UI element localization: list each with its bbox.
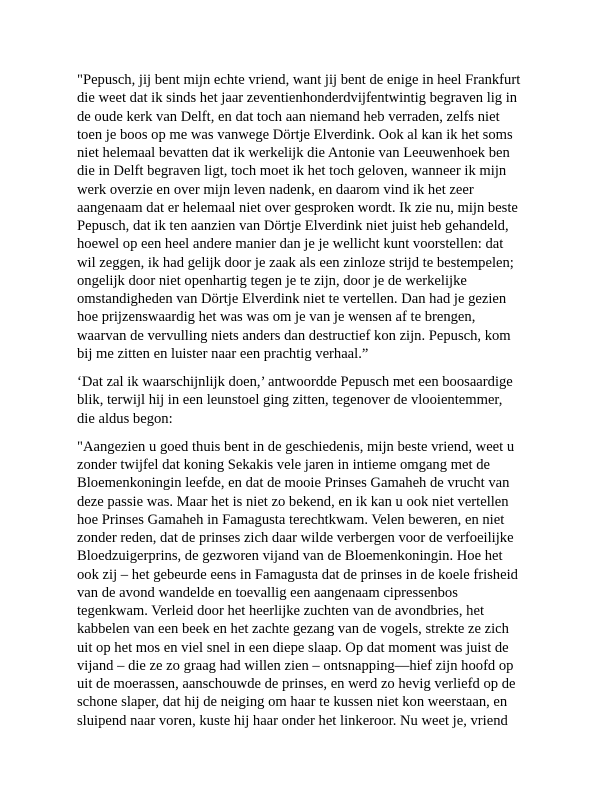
text-line: "Aangezien u goed thuis bent in de geschiedenis, mijn beste vriend, weet u bbox=[77, 438, 515, 455]
text-line: toen je boos op me was vanwege Dörtje Elverdink. Ook al kan ik het soms bbox=[77, 126, 513, 143]
text-line: ‘Dat zal ik waarschijnlijk doen,’ antwoordde Pepusch met een boosaardige bbox=[77, 374, 513, 390]
text-line: hoe Prinses Gamaheh in Famagusta terechtkwam. Velen beweren, en niet bbox=[77, 511, 505, 528]
text-line: schone slaper, dat hij de neiging om haar te kussen niet kon weerstaan, en bbox=[77, 694, 508, 711]
text-line: blik, terwijl hij in een leunstoel ging zitten, tegenover de vlooientemmer, bbox=[77, 392, 503, 409]
text-line: deze passie was. Maar het is niet zo bekend, en ik kan u ook niet vertellen bbox=[77, 493, 509, 510]
text-line: uit op het mos en viel snel in een diepe slaap. Op dat moment was juist de bbox=[77, 639, 509, 656]
text-line: Bloedzuigerprins, de gezworen vijand van de Bloemenkoningin. Hoe het bbox=[77, 548, 503, 565]
paragraph-2 bbox=[77, 373, 537, 428]
text-line: bij me zitten en luister naar een prachtig verhaal.” bbox=[77, 345, 369, 362]
text-line: omstandigheden van Dörtje Elverdink niet te vertellen. Dan had je gezien bbox=[77, 291, 507, 307]
paragraph-3 bbox=[77, 438, 537, 730]
body-text bbox=[77, 71, 537, 730]
text-line: die weet dat ik sinds het jaar zeventienhonderdvijfentwintig begraven lig in bbox=[77, 90, 518, 107]
text-line: tegenkwam. Verleid door het heerlijke zuchten van de avondbries, het bbox=[77, 603, 484, 619]
text-line: van de avond wandelde en toevallig een aangenaam cipressenbos bbox=[77, 584, 458, 601]
text-line: zonder reden, dat de prinses zich daar wilde verbergen voor de verfoeilijke bbox=[77, 530, 514, 546]
text-line: zonder twijfel dat koning Sekakis vele jaren in intieme omgang met de bbox=[77, 457, 490, 473]
text-line: de oude kerk van Delft, en dat toch aan niemand heb verraden, zelfs niet bbox=[77, 108, 500, 125]
paragraph-1 bbox=[77, 71, 537, 363]
text-line: kabbelen van een beek en het zachte gezang van de vogels, strekte ze zich bbox=[77, 621, 509, 638]
text-line: Pepusch, dat ik ten aanzien van Dörtje Elverdink niet juist heb gehandeld, bbox=[77, 218, 509, 234]
text-line: ook zij – het gebeurde eens in Famagusta dat de prinses in de koele frisheid bbox=[77, 566, 518, 583]
text-line: Bloemenkoningin leefde, en dat de mooie Prinses Gamaheh de vrucht van bbox=[77, 475, 510, 492]
text-line: waarvan de vervulling niets anders dan destructief kon zijn. Pepusch, kom bbox=[77, 327, 511, 344]
text-line: uit de moerassen, aanschouwde de prinses, en werd zo hevig verliefd op de bbox=[77, 676, 516, 692]
text-line: wil zeggen, ik had gelijk door je zaak als een zinloze strijd te bestempelen; bbox=[77, 254, 514, 271]
text-line: die aldus begon: bbox=[77, 410, 173, 427]
text-line: ongelijk door niet openhartig tegen je te zijn, door je de werkelijke bbox=[77, 272, 467, 289]
text-line: sluipend naar voren, kuste hij haar onder het linkeroor. Nu weet je, vriend bbox=[77, 712, 508, 729]
text-line: hoewel op een heel andere manier dan je je wellicht kunt voorstellen: dat bbox=[77, 236, 504, 253]
text-line: vijand – die ze zo graag had willen zien – ontsnapping—hief zijn hoofd op bbox=[77, 657, 514, 674]
text-line: aangenaam dat er helemaal niet over gesproken wordt. Ik zie nu, mijn beste bbox=[77, 199, 518, 216]
text-line: hoe prijzenswaardig het was was om je van je wensen af te brengen, bbox=[77, 309, 476, 326]
text-line: niet helemaal bevatten dat ik werkelijk die Antonie van Leeuwenhoek ben bbox=[77, 145, 510, 161]
text-line: die in Delft begraven ligt, toch moet ik het toch geloven, wanneer ik mijn bbox=[77, 163, 507, 180]
text-line: "Pepusch, jij bent mijn echte vriend, want jij bent de enige in heel Frankfurt bbox=[77, 72, 521, 88]
text-line: werk overzie en over mijn leven nadenk, en daarom vind ik het zeer bbox=[77, 181, 474, 198]
